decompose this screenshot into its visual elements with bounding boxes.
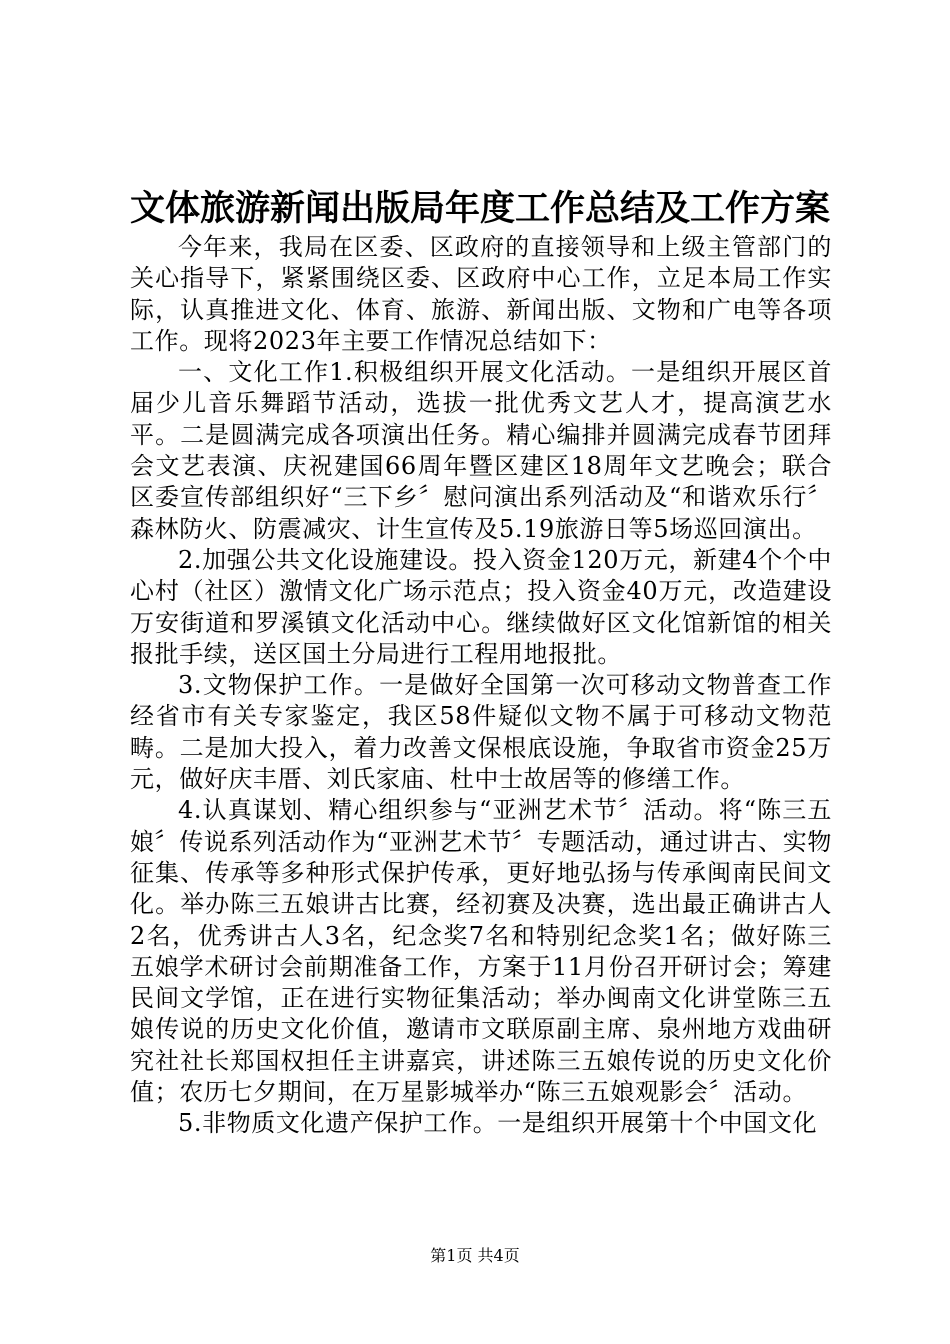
paragraph-public-facilities: 2.加强公共文化设施建设。投入资金120万元，新建4个个中心村（社区）激情文化广场示范点；投入资金40万元，改造建设万安街道和罗溪镇文化活动中心。继续做好区文化馆新馆的相关报批手续，送区国土分局进行工程用地报批。 [130, 545, 832, 668]
paragraph-asia-arts-festival: 4.认真谋划、精心组织参与“亚洲艺术节〞活动。将“陈三五娘〞传说系列活动作为“亚洲艺术节〞专题活动，通过讲古、实物征集、传承等多种形式保护传承，更好地弘扬与传承闽南民间文化。举办陈三五娘讲古比赛，经初赛及决赛，选出最正确讲古人2名，优秀讲古人3名，纪念奖7名和特别纪念奖1名；做好陈三五娘学术研讨会前期准备工作，方案于11月份召开研讨会；筹建民间文学馆，正在进行实物征集活动；举办闽南文化讲堂陈三五娘传说的历史文化价值，邀请市文联原副主席、泉州地方戏曲研究社社长郑国权担任主讲嘉宾，讲述陈三五娘传说的历史文化价值；农历七夕期间，在万星影城举办“陈三五娘观影会〞活动。 [130, 796, 832, 1107]
document-body [130, 232, 832, 1140]
paragraph-intangible-heritage: 5.非物质文化遗产保护工作。一是组织开展第十个中国文化 [178, 1109, 818, 1138]
paragraph-intro: 今年来，我局在区委、区政府的直接领导和上级主管部门的关心指导下，紧紧围绕区委、区政府中心工作，立足本局工作实际，认真推进文化、体育、旅游、新闻出版、文物和广电等各项工作。现将2023年主要工作情况总结如下： [130, 233, 832, 355]
page-footer: 第1页 共4页 [430, 1246, 520, 1265]
document-title: 文体旅游新闻出版局年度工作总结及工作方案 [129, 188, 830, 229]
paragraph-relic-protection: 3.文物保护工作。一是做好全国第一次可移动文物普查工作经省市有关专家鉴定，我区58件疑似文物不属于可移动文物范畴。二是加大投入，着力改善文保根底设施，争取省市资金25万元，做好庆丰厝、刘氏家庙、杜中士故居等的修缮工作。 [130, 671, 832, 794]
paragraph-culture-activities: 一、文化工作1.积极组织开展文化活动。一是组织开展区首届少儿音乐舞蹈节活动，选拔一批优秀文艺人才，提高演艺水平。二是圆满完成各项演出任务。精心编排并圆满完成春节团拜会文艺表演、庆祝建国66周年暨区建区18周年文艺晚会；联合区委宣传部组织好“三下乡〞慰问演出系列活动及“和谐欢乐行〞森林防火、防震减灾、计生宣传及5.19旅游日等5场巡回演出。 [130, 358, 832, 543]
